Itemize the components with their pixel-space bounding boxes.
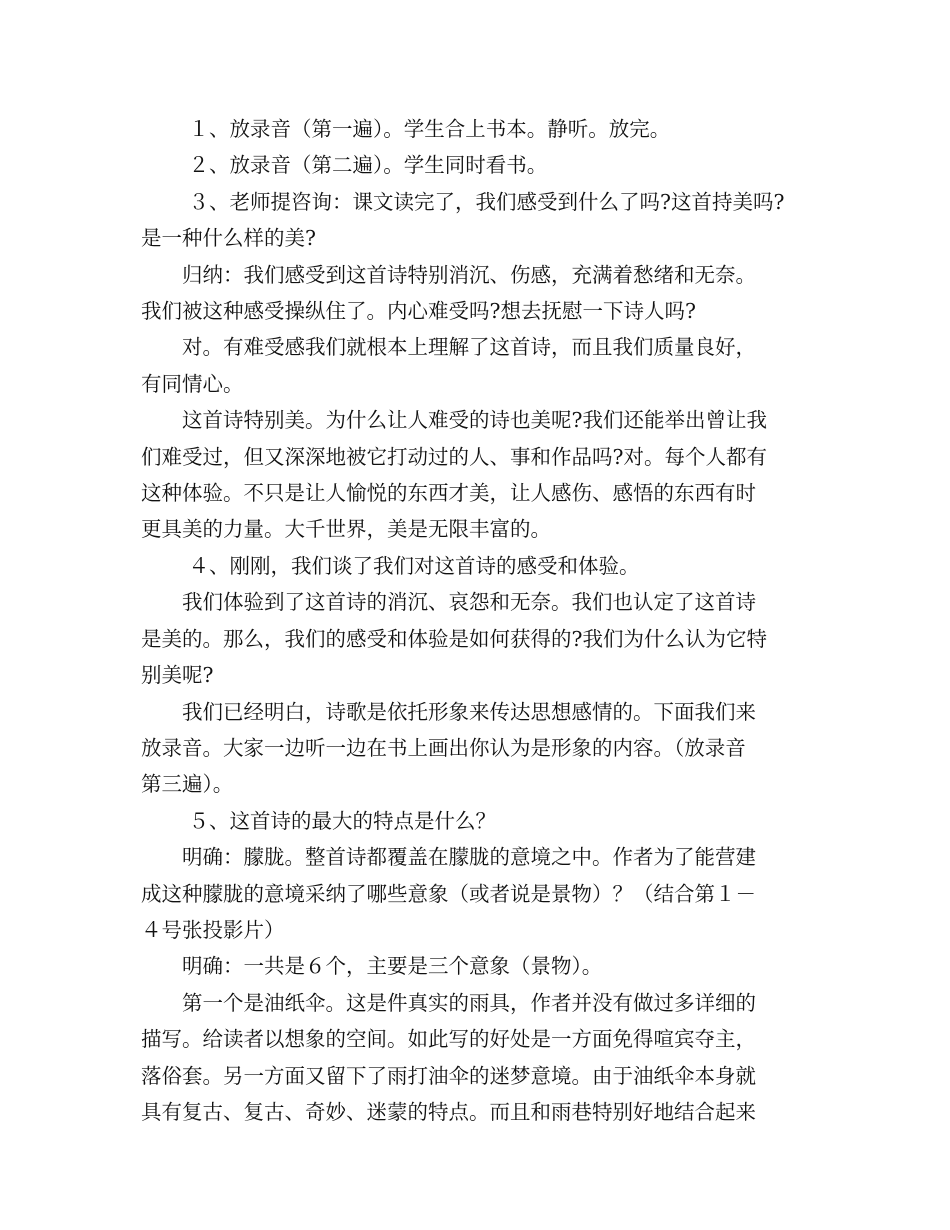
text-line: 别美呢? — [141, 663, 214, 688]
text-line: 这种体验。不只是让人愉悦的东西才美，让人感伤、感悟的东西有时 — [141, 481, 756, 506]
text-line: １、放录音（第一遍）。学生合上书本。静听。放完。 — [182, 117, 671, 141]
text-line: 我们已经明白，诗歌是依托形象来传达思想感情的。下面我们来 — [182, 699, 756, 724]
text-line: 这首诗特别美。为什么让人难受的诗也美呢?我们还能举出曾让我 — [182, 408, 767, 433]
text-line: ４号张投影片） — [141, 917, 285, 942]
text-line: 更具美的力量。大千世界，美是无限丰富的。 — [141, 517, 551, 542]
text-line: 落俗套。另一方面又留下了雨打油伞的迷梦意境。由于油纸伞本身就 — [141, 1063, 756, 1088]
text-line: 归纳：我们感受到这首诗特别消沉、伤感，充满着愁绪和无奈。 — [182, 262, 756, 287]
text-line: ２、放录音（第二遍）。学生同时看书。 — [182, 153, 548, 178]
text-line: 放录音。大家一边听一边在书上画出你认为是形象的内容。（放录音 — [141, 735, 746, 760]
text-line: 成这种朦胧的意境采纳了哪些意象（或者说是景物）？（结合第１－ — [141, 881, 756, 906]
text-line: 有同情心。 — [141, 371, 244, 396]
text-line: 们难受过，但又深深地被它打动过的人、事和作品吗?对。每个人都有 — [141, 444, 767, 469]
text-line: 明确：一共是６个，主要是三个意象（景物）。 — [182, 954, 603, 979]
text-line: 我们体验到了这首诗的消沉、哀怨和无奈。我们也认定了这首诗 — [182, 590, 756, 615]
text-line: ３、老师提咨询：课文读完了，我们感受到什么了吗?这首持美吗? — [182, 189, 785, 214]
text-line: 描写。给读者以想象的空间。如此写的好处是一方面免得喧宾夺主， — [141, 1027, 756, 1052]
text-line: 对。有难受感我们就根本上理解了这首诗，而且我们质量良好， — [182, 335, 756, 360]
text-line: 第三遍）。 — [141, 772, 234, 797]
document-body — [141, 111, 821, 1130]
text-line: 具有复古、复古、奇妙、迷蒙的特点。而且和雨巷特别好地结合起来 — [141, 1099, 756, 1124]
text-line: ４、刚刚，我们谈了我们对这首诗的感受和体验。 — [182, 553, 640, 578]
text-line: 我们被这种感受操纵住了。内心难受吗?想去抚慰一下诗人吗? — [141, 299, 696, 324]
text-line: 第一个是油纸伞。这是件真实的雨具，作者并没有做过多详细的 — [182, 990, 756, 1015]
text-line: 是一种什么样的美? — [141, 226, 316, 251]
text-line: ５、这首诗的最大的特点是什么？ — [182, 808, 497, 833]
text-line: 明确：朦胧。整首诗都覆盖在朦胧的意境之中。作者为了能营建 — [182, 845, 756, 870]
text-line: 是美的。那么，我们的感受和体验是如何获得的?我们为什么认为它特 — [141, 626, 767, 651]
